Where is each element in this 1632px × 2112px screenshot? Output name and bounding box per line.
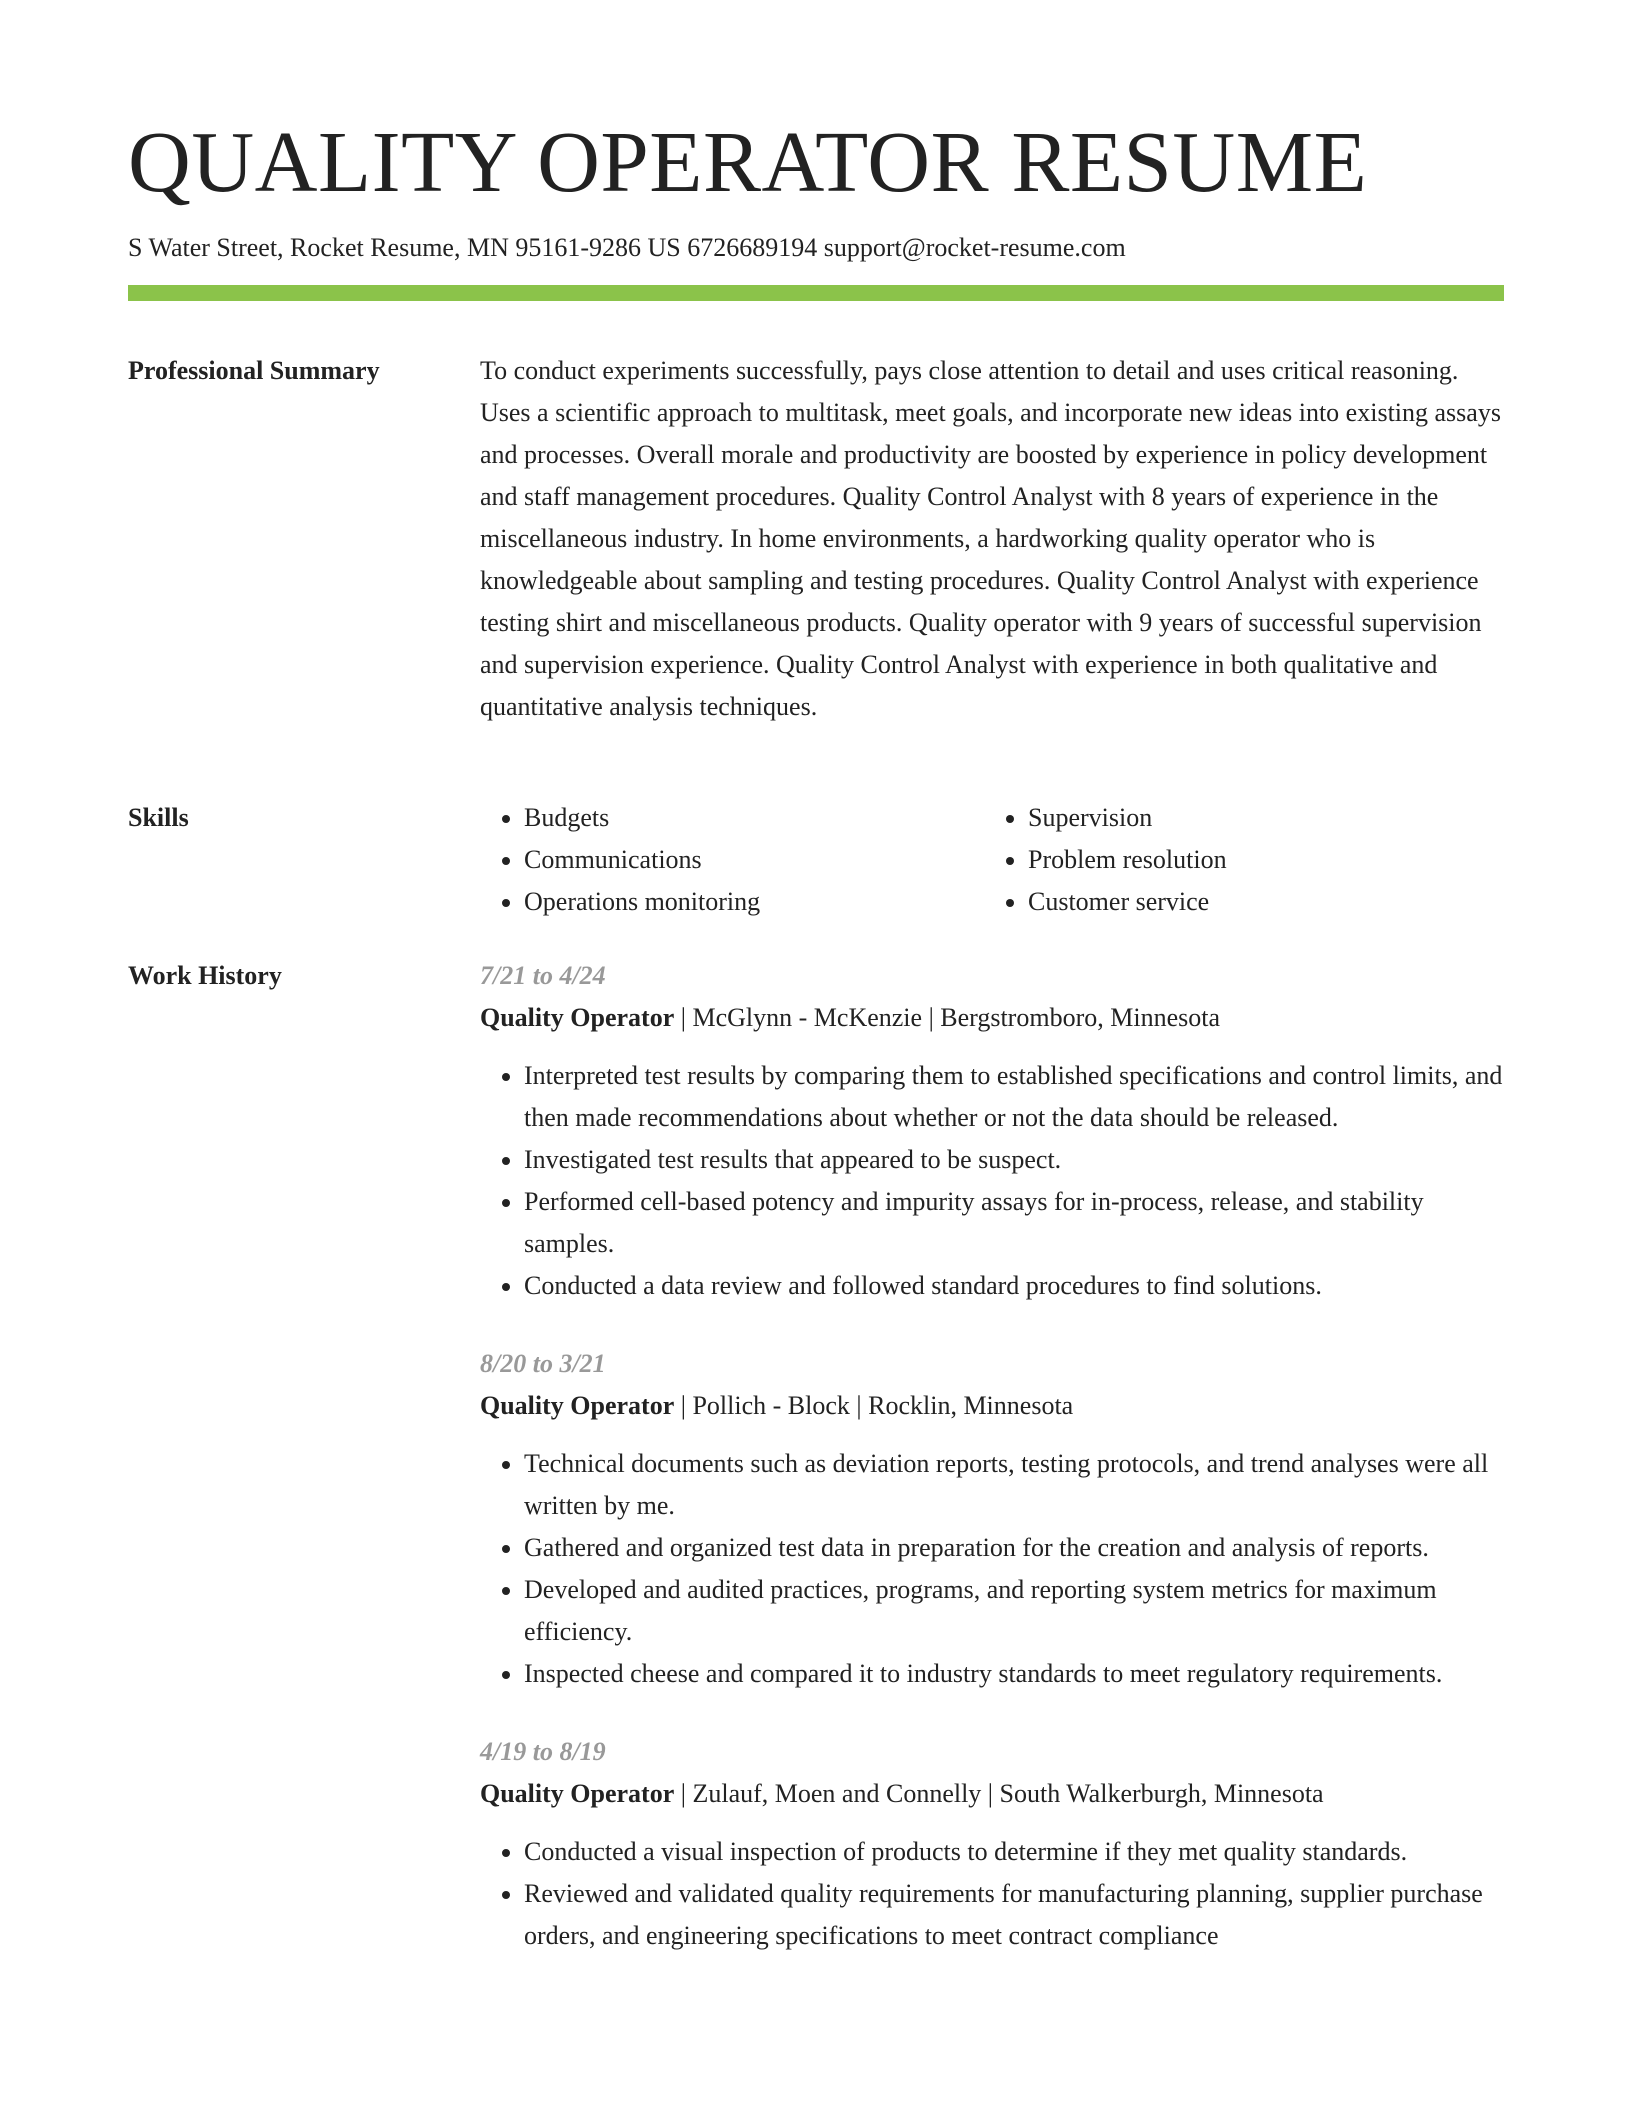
job-title: Quality Operator — [480, 1779, 675, 1808]
job-bullet-list — [480, 1443, 1504, 1695]
contact-line — [128, 233, 1126, 263]
job-dates: 8/20 to 3/21 — [480, 1349, 606, 1378]
summary-section — [128, 350, 1504, 770]
job-entry — [480, 1731, 1504, 1957]
skill-item: • Operations monitoring — [524, 881, 984, 923]
job-bullet-list — [480, 1055, 1504, 1307]
skill-item: • Communications — [524, 839, 984, 881]
job-bullet: • Investigated test results that appeared to be suspect. — [524, 1139, 1504, 1181]
skills-section — [128, 797, 1504, 937]
job-bullet: • Gathered and organized test data in preparation for the creation and analysis of reports. — [524, 1527, 1504, 1569]
skills-heading: Skills — [128, 803, 189, 832]
resume-title: QUALITY OPERATOR RESUME — [128, 113, 1368, 210]
skills-body — [480, 797, 1504, 923]
header-divider — [128, 285, 1504, 301]
skill-item: • Customer service — [1028, 881, 1488, 923]
contact-address: S Water Street, Rocket Resume, MN 95161-9286 US — [128, 233, 681, 262]
job-bullet: • Performed cell-based potency and impurity assays for in-process, release, and stability samples. — [524, 1181, 1504, 1265]
job-entry — [480, 1343, 1504, 1695]
skill-item: • Problem resolution — [1028, 839, 1488, 881]
job-entry — [480, 955, 1504, 1307]
job-bullet: • Conducted a visual inspection of products to determine if they met quality standards. — [524, 1831, 1504, 1873]
job-details: | Pollich - Block | Rocklin, Minnesota — [674, 1391, 1074, 1420]
work-history-section — [128, 955, 1504, 2112]
job-title: Quality Operator — [480, 1391, 675, 1420]
skills-list-right — [984, 797, 1488, 923]
skill-item: • Budgets — [524, 797, 984, 839]
summary-text: To conduct experiments successfully, pays close attention to detail and uses critical reasoning. Uses a scientific approach to multitask, meet goals, and incorporate new ideas into existing assays and processes. Overall morale and productivity are boosted by experience in policy development and staff management procedures. Quality Control Analyst with 8 years of experience in the miscellaneous industry. In home environments, a hardworking quality operator who is knowledgeable about sampling and testing procedures. Quality Control Analyst with experience testing shirt and miscellaneous products. Quality operator with 9 years of successful supervision and supervision experience. Quality Control Analyst with experience in both qualitative and quantitative analysis techniques. — [480, 356, 1501, 721]
skills-columns — [480, 797, 1504, 923]
job-bullet: • Developed and audited practices, programs, and reporting system metrics for maximum efficiency. — [524, 1569, 1504, 1653]
job-bullet: • Interpreted test results by comparing them to established specifications and control limits, and then made recommendations about whether or not the data should be released. — [524, 1055, 1504, 1139]
job-heading — [480, 1385, 1504, 1427]
summary-body — [480, 350, 1504, 728]
skills-list-left — [480, 797, 984, 923]
work-history-heading: Work History — [128, 961, 282, 990]
work-history-body — [480, 955, 1504, 1993]
job-details: | McGlynn - McKenzie | Bergstromboro, Minnesota — [674, 1003, 1220, 1032]
job-dates: 7/21 to 4/24 — [480, 961, 606, 990]
job-bullet: • Technical documents such as deviation reports, testing protocols, and trend analyses were all written by me. — [524, 1443, 1504, 1527]
skill-item: • Supervision — [1028, 797, 1488, 839]
contact-phone[interactable]: 6726689194 — [687, 233, 818, 262]
job-title: Quality Operator — [480, 1003, 675, 1032]
job-bullet: • Inspected cheese and compared it to industry standards to meet regulatory requirements. — [524, 1653, 1504, 1695]
job-bullet: • Conducted a data review and followed standard procedures to find solutions. — [524, 1265, 1504, 1307]
job-heading — [480, 1773, 1504, 1815]
summary-heading: Professional Summary — [128, 356, 380, 385]
job-bullet-list — [480, 1831, 1504, 1957]
contact-email[interactable]: support@rocket-resume.com — [823, 233, 1126, 262]
job-heading — [480, 997, 1504, 1039]
job-details: | Zulauf, Moen and Connelly | South Walkerburgh, Minnesota — [674, 1779, 1324, 1808]
job-dates: 4/19 to 8/19 — [480, 1737, 606, 1766]
job-bullet: • Reviewed and validated quality requirements for manufacturing planning, supplier purchase orders, and engineering specifications to meet contract compliance — [524, 1873, 1504, 1957]
